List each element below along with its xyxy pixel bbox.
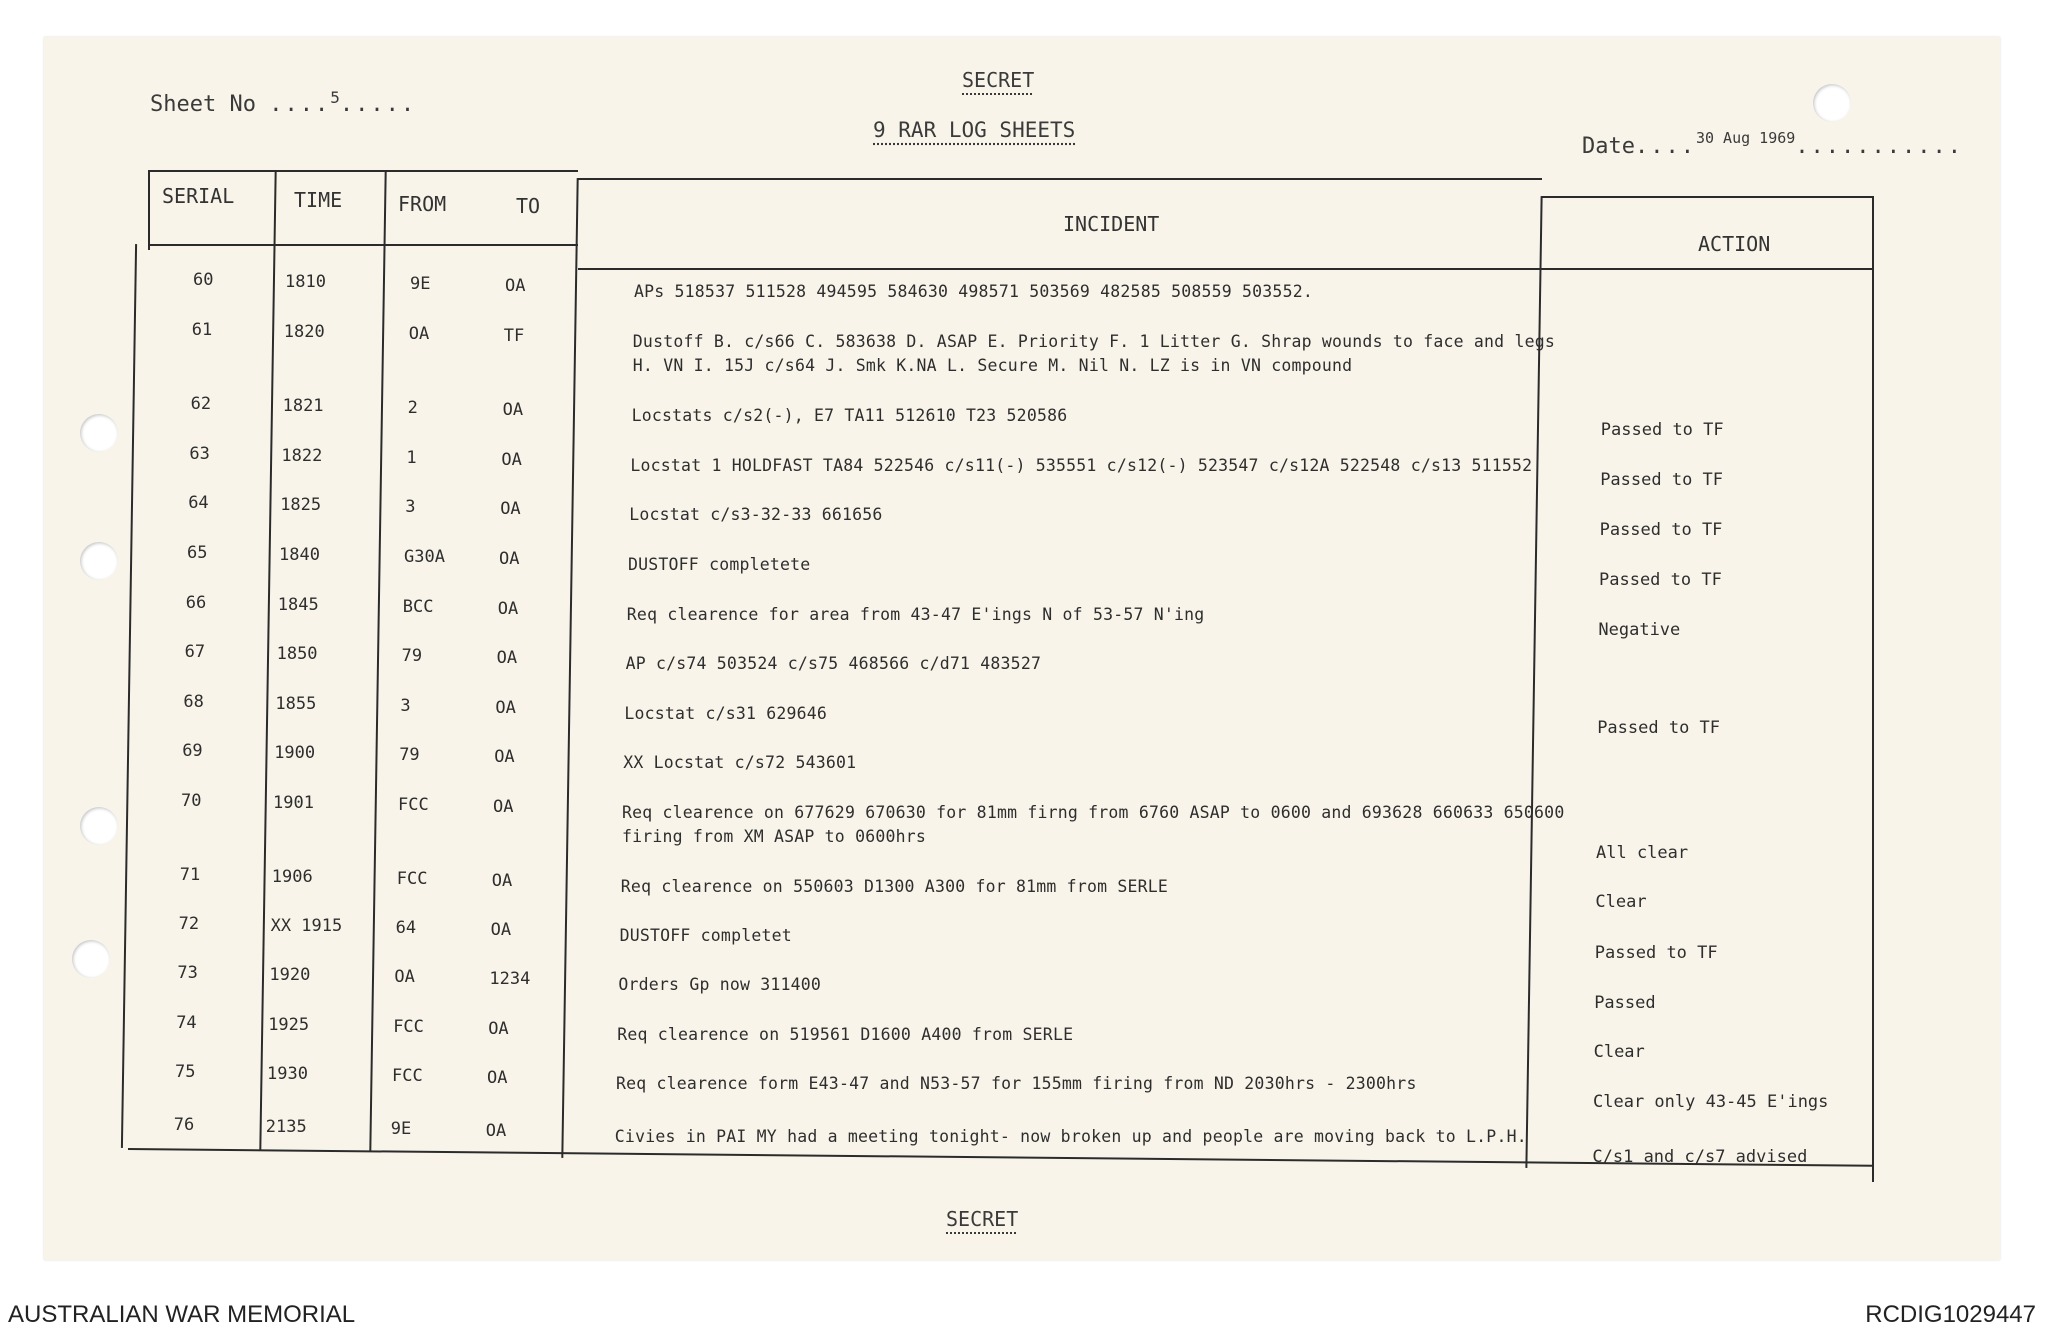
to-cell: TF [503,326,525,346]
classification-top: SECRET [962,68,1035,92]
serial-cell: 63 [189,444,210,464]
action-cell: Passed to TF [1597,718,1721,738]
date-line: Date....$^{30 Aug 1969}$........... [1582,129,1964,159]
to-cell: 1234 [489,969,531,989]
time-cell: 1850 [276,644,318,664]
rule [578,268,1874,270]
incident-cell: DUSTOFF completet [619,926,792,945]
incident-cell: Locstats c/s2(-), E7 TA11 512610 T23 520586 [631,406,1068,425]
punch-hole [80,414,118,452]
to-cell: OA [502,400,524,420]
incident-cell: Civies in PAI MY had a meeting tonight- now broken up and people are moving back to L.P.H. [614,1127,1527,1146]
serial-cell: 62 [190,394,212,414]
from-cell: FCC [396,869,428,889]
serial-cell: 75 [175,1062,196,1082]
from-cell: 9E [410,274,431,294]
to-cell: OA [493,797,514,817]
action-cell: Passed to TF [1594,943,1718,963]
from-cell: 79 [401,646,423,666]
incident-cell: DUSTOFF completete [628,555,811,574]
to-cell: OA [494,747,515,767]
serial-cell: 69 [182,741,203,761]
serial-cell: 65 [187,543,208,563]
from-cell: 2 [407,398,418,418]
time-cell: 1821 [282,396,324,416]
col-header-time: TIME [294,188,343,212]
punch-hole [80,807,118,845]
time-cell: 1820 [283,322,325,342]
rule [148,170,150,250]
serial-cell: 76 [173,1115,195,1135]
archive-footer [0,1293,2048,1333]
rule [1542,196,1874,198]
serial-cell: 61 [191,320,213,340]
to-cell: OA [490,920,512,940]
date-value: 30 Aug 1969 [1695,129,1796,147]
from-cell: OA [408,324,430,344]
rule [578,178,1542,180]
to-cell: OA [505,276,526,296]
time-cell: 1810 [285,272,326,292]
col-header-to: TO [516,194,541,218]
serial-cell: 73 [177,963,198,983]
serial-cell: 68 [183,692,204,712]
incident-cell: Dustoff B. c/s66 C. 583638 D. ASAP E. Priority F. 1 Litter G. Shrap wounds to face and legs [632,332,1555,351]
from-cell: 3 [405,497,416,517]
from-cell: BCC [402,597,434,617]
from-cell: 3 [400,696,411,716]
action-cell: Passed to TF [1600,470,1724,490]
to-cell: OA [501,450,522,470]
to-cell: OA [497,599,519,619]
to-cell: OA [485,1121,507,1141]
incident-cell: AP c/s74 503524 c/s75 468566 c/d71 483527 [625,654,1042,673]
incident-cell: Orders Gp now 311400 [618,975,822,994]
document-title: 9 RAR LOG SHEETS [873,118,1076,142]
action-cell: Clear [1595,892,1647,912]
time-cell: 1845 [277,595,319,615]
rule [1872,196,1874,1182]
incident-cell: Req clearence form E43-47 and N53-57 for 155mm firing from ND 2030hrs - 2300hrs [616,1074,1417,1093]
from-cell: 64 [395,918,417,938]
incident-cell: Locstat 1 HOLDFAST TA84 522546 c/s11(-) 535551 c/s12(-) 523547 c/s12A 522548 c/s13 511552 [630,456,1533,475]
serial-cell: 67 [184,642,206,662]
classification-bottom: SECRET [946,1207,1019,1231]
action-cell: Passed to TF [1599,570,1722,590]
time-cell: 1825 [280,495,322,515]
incident-cell-line2: firing from XM ASAP to 0600hrs [622,827,927,846]
from-cell: FCC [398,795,429,815]
rule [148,170,578,172]
serial-cell: 66 [185,593,207,613]
time-cell: XX 1915 [270,916,343,936]
footer-reference-id: RCDIG1029447 [1865,1301,2036,1328]
from-cell: FCC [392,1066,423,1086]
punch-hole [72,940,110,978]
from-cell: 1 [406,448,417,468]
to-cell: OA [499,549,520,569]
from-cell: FCC [393,1017,424,1037]
to-cell: OA [496,648,518,668]
incident-cell: XX Locstat c/s72 543601 [623,753,857,772]
time-cell: 1925 [268,1015,310,1035]
time-cell: 1822 [281,446,323,466]
action-cell: Clear only 43-45 E'ings [1593,1092,1829,1112]
action-cell: Passed to TF [1599,520,1723,540]
time-cell: 1840 [279,545,320,565]
action-cell: Negative [1598,620,1681,640]
punch-hole [1813,84,1851,122]
serial-cell: 74 [176,1013,197,1033]
col-header-from: FROM [398,192,447,216]
incident-cell: Locstat c/s3-32-33 661656 [629,505,883,524]
incident-cell: Req clearence on 677629 670630 for 81mm firng from 6760 ASAP to 0600 and 693628 660633 650600 [622,803,1565,822]
col-header-serial: SERIAL [162,184,235,208]
to-cell: OA [488,1019,509,1039]
to-cell: OA [487,1068,508,1088]
time-cell: 2135 [265,1117,307,1137]
from-cell: OA [394,967,415,987]
incident-cell: Req clearence for area from 43-47 E'ings N of 53-57 N'ing [626,605,1205,624]
incident-cell: APs 518537 511528 494595 584630 498571 503569 482585 508559 503552. [634,282,1313,301]
time-cell: 1920 [269,965,311,985]
serial-cell: 60 [193,270,214,290]
to-cell: OA [495,698,516,718]
action-cell: Clear [1593,1042,1645,1062]
serial-cell: 72 [178,914,200,934]
incident-cell-line2: H. VN I. 15J c/s64 J. Smk K.NA L. Secure M. Nil N. LZ is in VN compound [632,356,1353,375]
action-cell: Passed to TF [1600,420,1724,440]
incident-cell: Locstat c/s31 629646 [624,704,828,723]
from-cell: G30A [404,547,445,567]
from-cell: 79 [399,745,420,765]
incident-cell: Req clearence on 550603 D1300 A300 for 81mm from SERLE [620,877,1169,896]
action-cell: All clear [1596,843,1689,863]
to-cell: OA [500,499,521,519]
date-label: Date [1582,134,1635,159]
sheet-label: Sheet No [150,92,256,117]
action-cell: C/s1 and c/s7 advised [1592,1147,1808,1167]
incident-cell: Req clearence on 519561 D1600 A400 from SERLE [617,1025,1074,1044]
punch-hole [80,542,118,580]
time-cell: 1901 [273,793,314,813]
serial-cell: 71 [179,865,201,885]
time-cell: 1906 [271,867,313,887]
sheet-number-line: Sheet No ....$^5$..... [150,88,417,117]
rule [148,244,578,246]
col-header-incident: INCIDENT [1063,212,1160,236]
from-cell: 9E [390,1119,412,1139]
serial-cell: 70 [181,791,202,811]
to-cell: OA [491,871,513,891]
serial-cell: 64 [188,493,209,513]
time-cell: 1855 [275,694,317,714]
time-cell: 1900 [274,743,316,763]
col-header-action: ACTION [1698,232,1771,256]
action-cell: Passed [1594,993,1656,1013]
time-cell: 1930 [267,1064,308,1084]
footer-institution: AUSTRALIAN WAR MEMORIAL [8,1301,356,1328]
sheet-number: 5 [330,88,340,107]
